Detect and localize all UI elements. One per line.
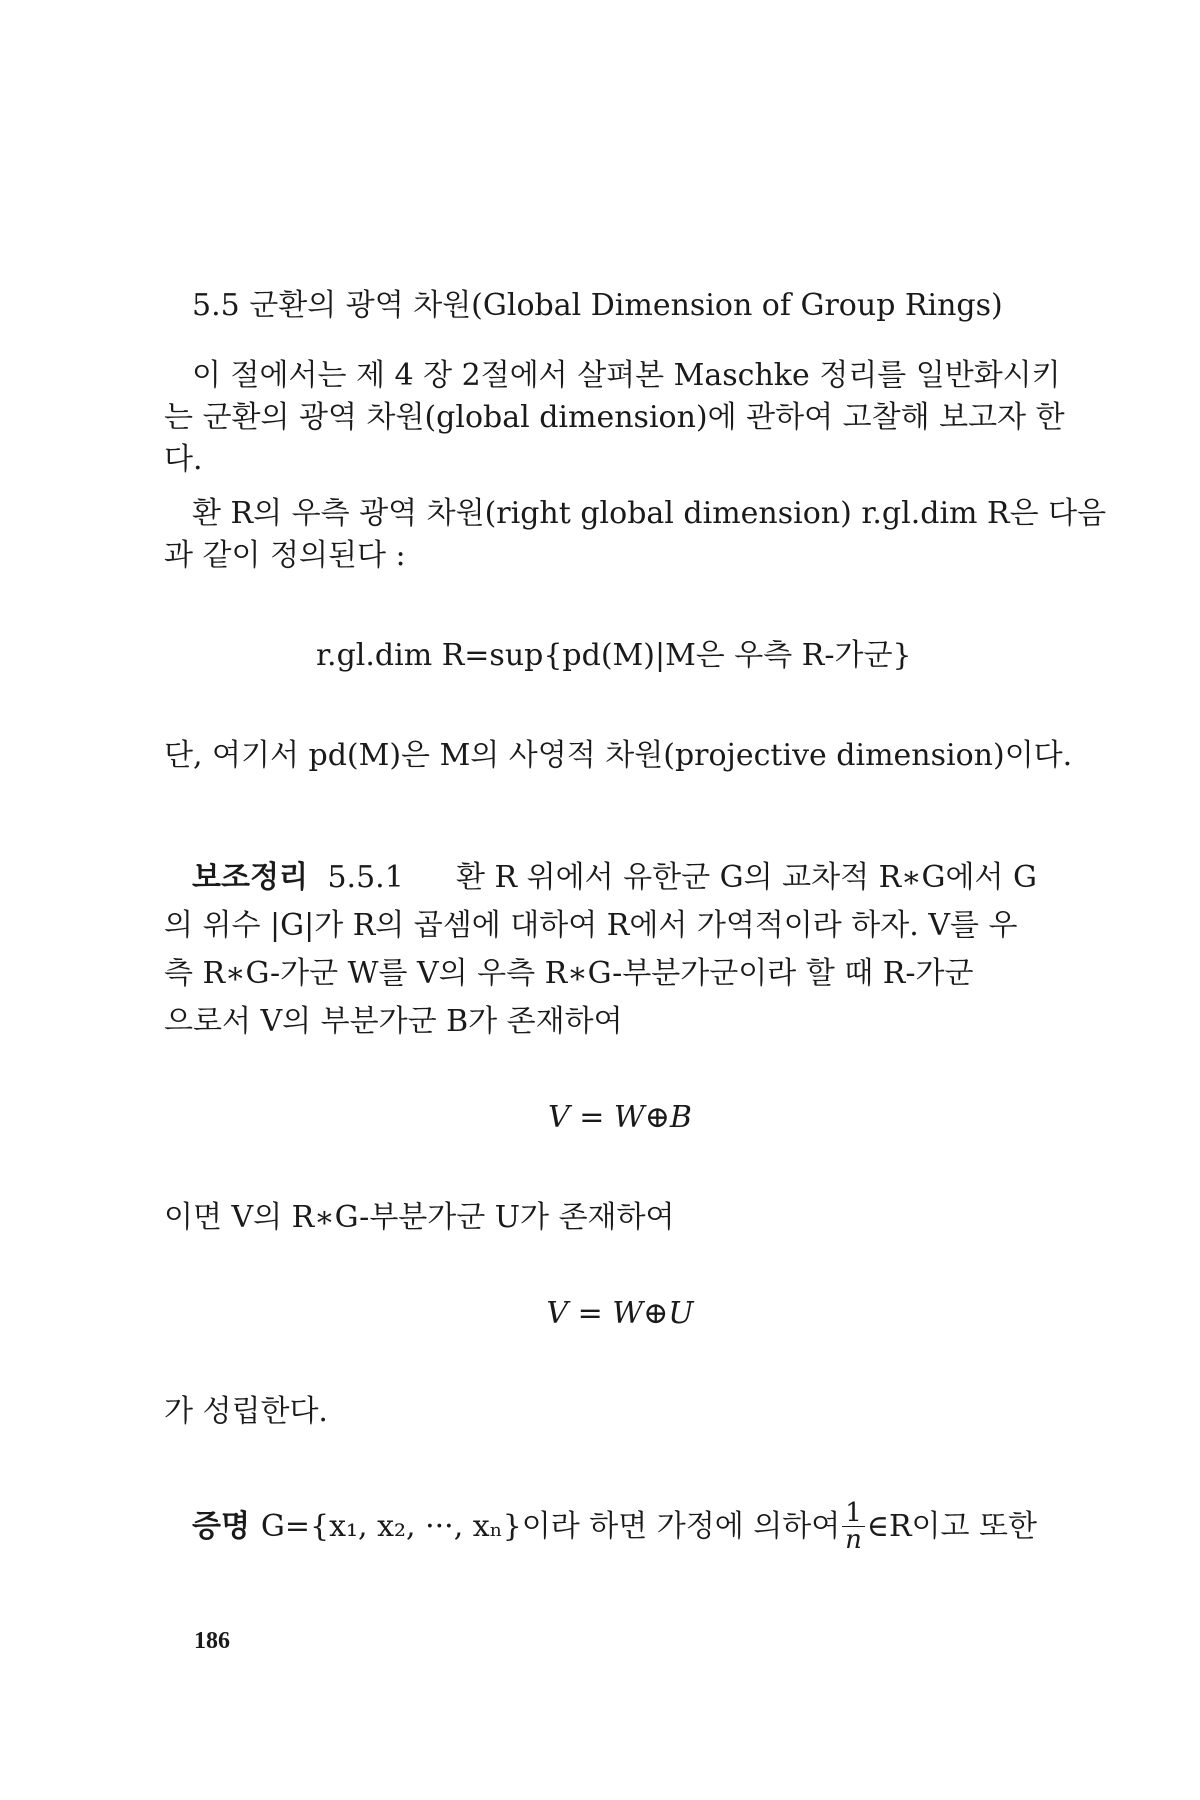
lemma-equation-2: V = W⊕U (546, 1296, 694, 1331)
note-line: 단, 여기서 pd(M)은 M의 사영적 차원(projective dimension)이다. (164, 738, 1073, 773)
intro-line-2: 는 군환의 광역 차원(global dimension)에 관하여 고찰해 보고자 한 (164, 400, 1065, 435)
fraction-one-over-n (842, 1500, 865, 1553)
definition-equation: r.gl.dim R=sup{pd(M)|M은 우측 R-가군} (316, 638, 912, 673)
lemma-number: 5.5.1 (327, 860, 404, 895)
intro-line-1: 이 절에서는 제 4 장 2절에서 살펴본 Maschke 정리를 일반화시키 (192, 358, 1061, 393)
lemma-line-1 (192, 858, 1037, 898)
lemma-line-3: 측 R∗G-가군 W를 V의 우측 R∗G-부분가군이라 할 때 R-가군 (164, 956, 974, 991)
lemma-label: 보조정리 (192, 860, 308, 895)
lemma-heading (192, 858, 404, 898)
proof-text-after: ∈R이고 또한 (866, 1508, 1037, 1544)
lemma-equation-1: V = W⊕B (548, 1100, 692, 1135)
proof-text (261, 1500, 1037, 1553)
proof-text-before: G={x₁, x₂, ···, xₙ}이라 하면 가정에 의하여 (260, 1508, 841, 1544)
section-title: 5.5 군환의 광역 차원(Global Dimension of Group Rings) (192, 288, 1003, 323)
fraction-numerator: 1 (842, 1500, 865, 1527)
proof-label: 증명 (192, 1508, 250, 1544)
definition-line-1: 환 R의 우측 광역 차원(right global dimension) r.gl.dim R은 다음 (192, 496, 1107, 531)
lemma-line-1-text: 환 R 위에서 유한군 G의 교차적 R∗G에서 G (456, 860, 1037, 895)
definition-line-2: 과 같이 정의된다 : (164, 538, 406, 573)
lemma-middle-line: 이면 V의 R∗G-부분가군 U가 존재하여 (164, 1200, 675, 1235)
lemma-conclusion: 가 성립한다. (164, 1394, 328, 1429)
page-number: 186 (194, 1628, 230, 1654)
proof-line (192, 1500, 1037, 1553)
lemma-line-4: 으로서 V의 부분가군 B가 존재하여 (164, 1004, 623, 1039)
intro-line-3: 다. (164, 442, 203, 477)
lemma-line-2: 의 위수 |G|가 R의 곱셈에 대하여 R에서 가역적이라 하자. V를 우 (164, 908, 1018, 943)
fraction-denominator: n (845, 1525, 862, 1555)
